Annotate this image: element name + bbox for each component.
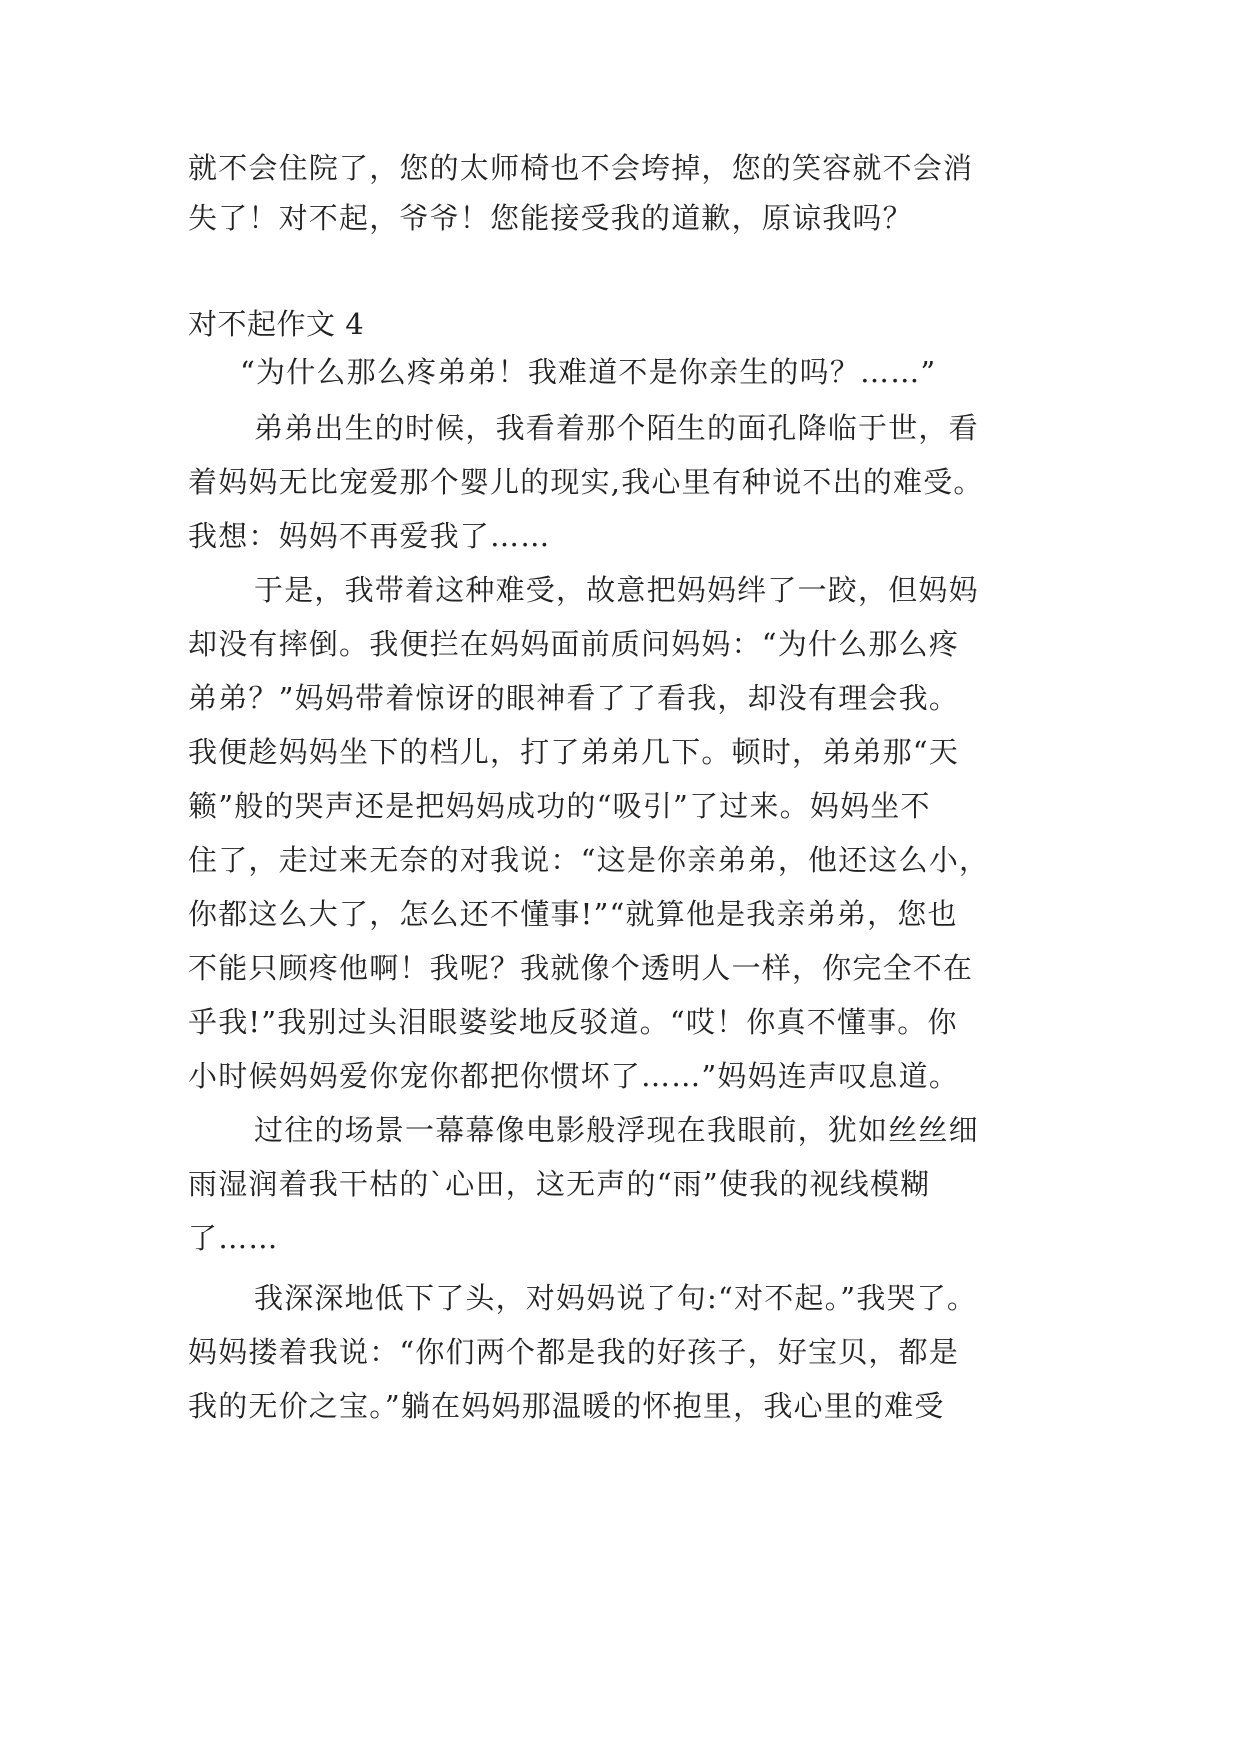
body-line-5: 于是，我带着这种难受，故意把妈妈绊了一跤，但妈妈 <box>254 573 979 607</box>
body-line-8: 我便趁妈妈坐下的档儿，打了弟弟几下。顿时，弟弟那“天 <box>188 735 960 769</box>
body-line-3: 着妈妈无比宠爱那个婴儿的现实,我心里有种说不出的难受。 <box>188 465 984 499</box>
body-line-10: 住了，走过来无奈的对我说：“这是你亲弟弟，他还这么小， <box>188 843 990 877</box>
body-line-16: 雨湿润着我干枯的`心田，这无声的“雨”使我的视线模糊 <box>188 1167 931 1201</box>
body-line-1: “为什么那么疼弟弟！我难道不是你亲生的吗？……” <box>240 355 937 389</box>
body-line-14: 小时候妈妈爱你宠你都把你惯坏了……”妈妈连声叹息道。 <box>188 1059 960 1093</box>
body-line-17: 了…… <box>188 1221 279 1255</box>
body-line-2: 弟弟出生的时候，我看着那个陌生的面孔降临于世，看 <box>254 411 979 445</box>
body-line-4: 我想：妈妈不再爱我了…… <box>188 519 551 553</box>
body-line-12: 不能只顾疼他啊！我呢？我就像个透明人一样，你完全不在 <box>188 951 974 985</box>
body-line-7: 弟弟？”妈妈带着惊讶的眼神看了了看我，却没有理会我。 <box>188 681 960 715</box>
body-line-15: 过往的场景一幕幕像电影般浮现在我眼前，犹如丝丝细 <box>254 1113 979 1147</box>
body-line-19: 妈妈搂着我说：“你们两个都是我的好孩子，好宝贝，都是 <box>188 1335 960 1369</box>
intro-line-2: 失了！对不起，爷爷！您能接受我的道歉，原谅我吗？ <box>188 201 913 235</box>
body-line-13: 乎我!”我别过头泪眼婆娑地反驳道。“哎！你真不懂事。你 <box>188 1005 958 1039</box>
body-line-18: 我深深地低下了头，对妈妈说了句:“对不起。”我哭了。 <box>254 1281 978 1315</box>
body-line-20: 我的无价之宝。”躺在妈妈那温暖的怀抱里，我心里的难受 <box>188 1389 945 1423</box>
body-line-6: 却没有摔倒。我便拦在妈妈面前质问妈妈：“为什么那么疼 <box>188 627 960 661</box>
intro-line-1: 就不会住院了，您的太师椅也不会垮掉，您的笑容就不会消 <box>188 151 974 185</box>
section-heading: 对不起作文 4 <box>188 307 365 341</box>
body-line-11: 你都这么大了，怎么还不懂事!”“就算他是我亲弟弟，您也 <box>188 897 958 931</box>
body-line-9: 籁”般的哭声还是把妈妈成功的“吸引”了过来。妈妈坐不 <box>188 789 931 823</box>
